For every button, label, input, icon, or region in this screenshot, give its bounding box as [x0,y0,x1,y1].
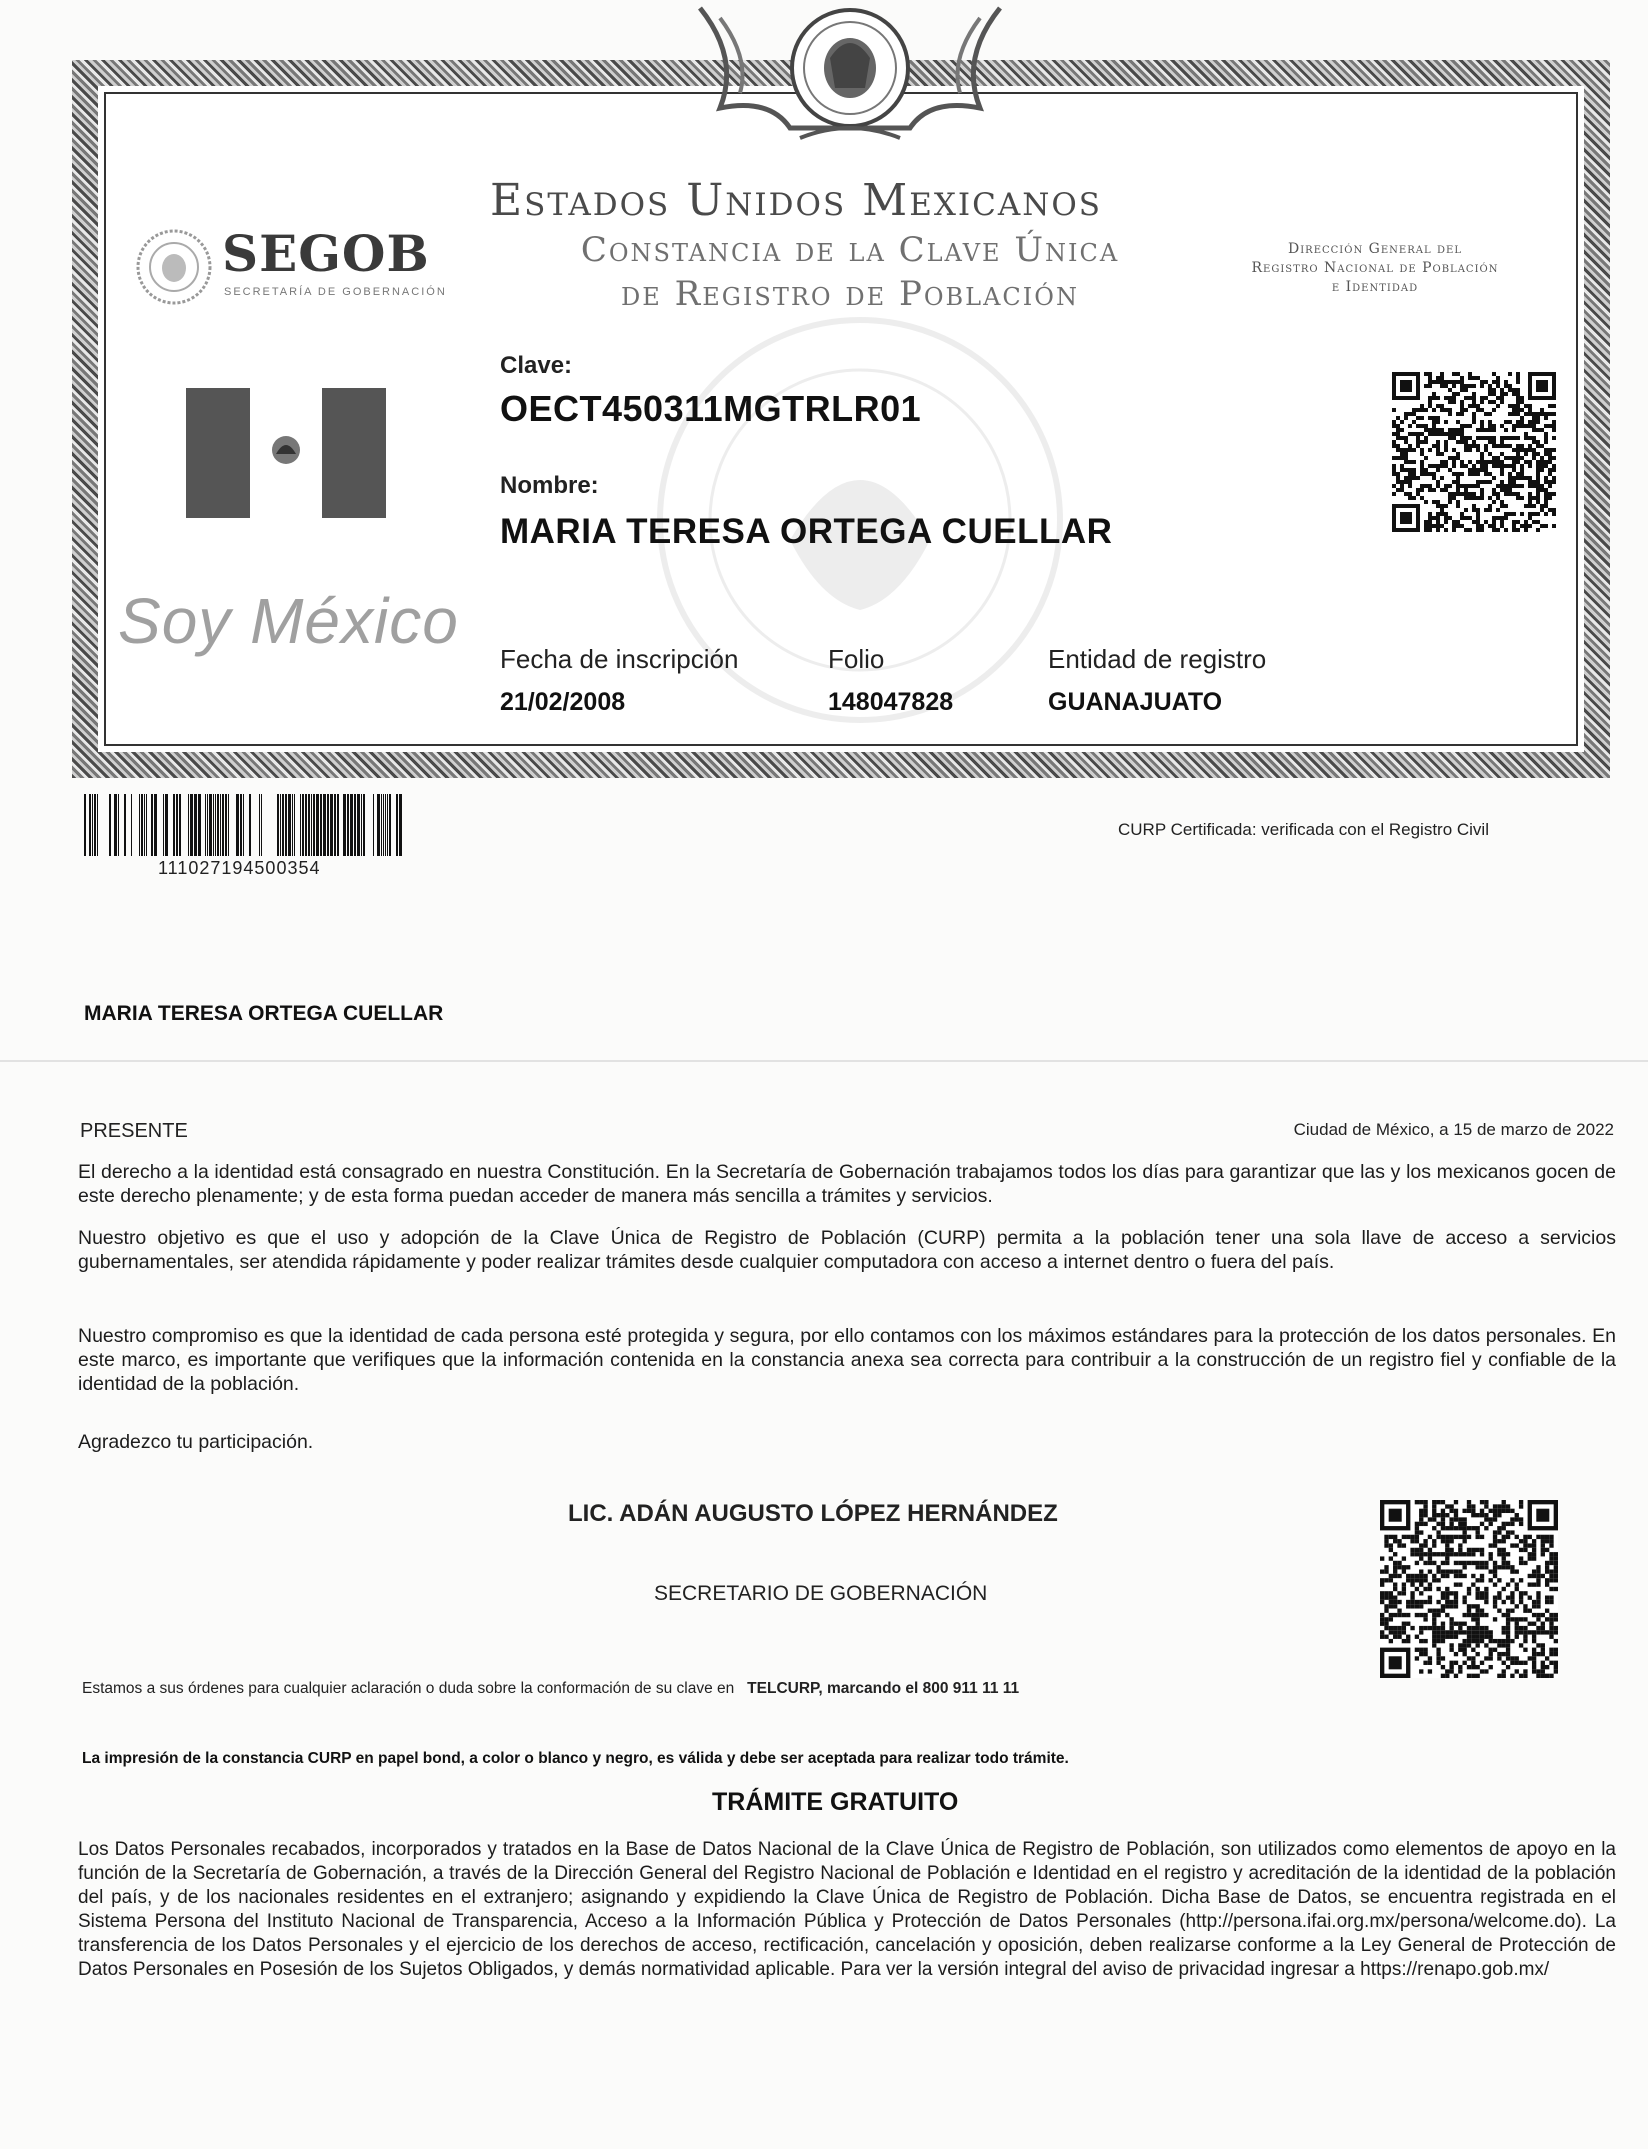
segob-seal-icon [135,228,213,306]
mexican-flag-icon [186,388,386,518]
paragraph-1: El derecho a la identidad está consagrado en nuestra Constitución. En la Secretaría de Gobernación trabajamos todos los días para garantizar que las y los mexicanos gocen de este derecho plenamente; y de esta forma puedan acceder de manera más sencilla a trámites y servicios. [78,1161,1616,1207]
document-title-line-1: Constancia de la Clave Única [580,230,1120,270]
contact-line [82,1680,1019,1698]
folio-value: 148047828 [828,688,954,716]
presente-text: PRESENTE [80,1120,188,1142]
fecha-inscripcion-value: 21/02/2008 [500,688,626,716]
recipient-name: MARIA TERESA ORTEGA CUELLAR [84,1002,444,1025]
clave-label: Clave: [500,352,573,379]
fecha-inscripcion-label: Fecha de inscripción [500,644,739,674]
curp-certificada-note: CURP Certificada: verificada con el Registro Civil [1118,820,1489,839]
telcurp-contact: TELCURP, marcando el 800 911 11 11 [747,1680,1020,1697]
segob-subtitle: SECRETARÍA DE GOBERNACIÓN [224,286,447,298]
tramite-gratuito-heading: TRÁMITE GRATUITO [712,1788,959,1816]
document-title [520,228,1180,316]
fold-line [0,1060,1648,1062]
nombre-label: Nombre: [500,472,599,499]
segob-logo-text: SEGOB [222,224,430,283]
national-crest-icon [680,0,1020,148]
paragraph-2: Nuestro objetivo es que el uso y adopción de la Clave Única de Registro de Población (CURP) permita a la población tener una sola llave de acceso a servicios gubernamentales, ser atendida rápidamente y poder realizar trámites desde cualquier computadora con acceso a internet dentro o fuera del país. [78,1227,1616,1273]
signer-title: SECRETARIO DE GOBERNACIÓN [654,1582,988,1605]
country-title: Estados Unidos Mexicanos [490,175,1103,226]
impresion-note: La impresión de la constancia CURP en papel bond, a color o blanco y negro, es válida y debe ser aceptada para realizar todo trámite. [82,1750,1069,1767]
qr-code-letter-icon [1380,1500,1558,1678]
entidad-value: GUANAJUATO [1048,688,1223,716]
soy-mexico-slogan: Soy México [118,585,459,657]
barcode-icon [84,794,408,856]
dgrn-line-2: Registro Nacional de Población [1251,260,1499,276]
dgrn-line-3: e Identidad [1331,279,1419,295]
signer-name: LIC. ADÁN AUGUSTO LÓPEZ HERNÁNDEZ [568,1500,1058,1527]
privacy-notice: Los Datos Personales recabados, incorporados y tratados en la Base de Datos Nacional de la Clave Única de Registro de Población, son utilizados como elementos de apoyo en la función de la Secretaría de Gobernación, a través de la Dirección General del Registro Nacional de Población e Identidad en el registro y acreditación de la identidad de la población del país, y de los nacionales residentes en el extranjero; asignando y expidiendo la Clave Única de Registro de Población. Dicha Base de Datos, se encuentra registrada en el Sistema Persona del Instituto Nacional de Transparencia, Acceso a la Información Pública y Protección de Datos Personales (http://persona.ifai.org.mx/persona/welcome.do). La transferencia de los Datos Personales y el ejercicio de los derechos de acceso, rectificación, cancelación y oposición, deben realizarse conforme a la Ley General de Protección de Datos Personales en Posesión de los Sujetos Obligados, y demás normatividad aplicable. Para ver la versión integral del aviso de privacidad ingresar a https://renapo.gob.mx/ [78,1839,1616,1980]
contact-prefix: Estamos a sus órdenes para cualquier aclaración o duda sobre la conformación de su clave en [82,1680,735,1697]
nombre-value: MARIA TERESA ORTEGA CUELLAR [500,512,1113,551]
place-date: Ciudad de México, a 15 de marzo de 2022 [1293,1120,1614,1139]
clave-value: OECT450311MGTRLR01 [500,388,922,429]
dgrn-line-1: Dirección General del [1288,241,1462,257]
document-title-line-2: de Registro de Población [621,274,1079,314]
qr-code-certificate-icon [1392,372,1556,532]
paragraph-4: Agradezco tu participación. [78,1431,314,1453]
dgrn-heading [1210,240,1540,297]
barcode-number: 111027194500354 [158,858,321,878]
entidad-label: Entidad de registro [1048,644,1267,674]
paragraph-3: Nuestro compromiso es que la identidad de cada persona esté protegida y segura, por ello contamos con los máximos estándares para la protección de los datos personales. En este marco, es importante que verifiques que la información contenida en la constancia anexa sea correcta para contribuir a la construcción de un registro fiel y confiable de la identidad de la población. [78,1325,1616,1395]
folio-label: Folio [828,644,885,674]
